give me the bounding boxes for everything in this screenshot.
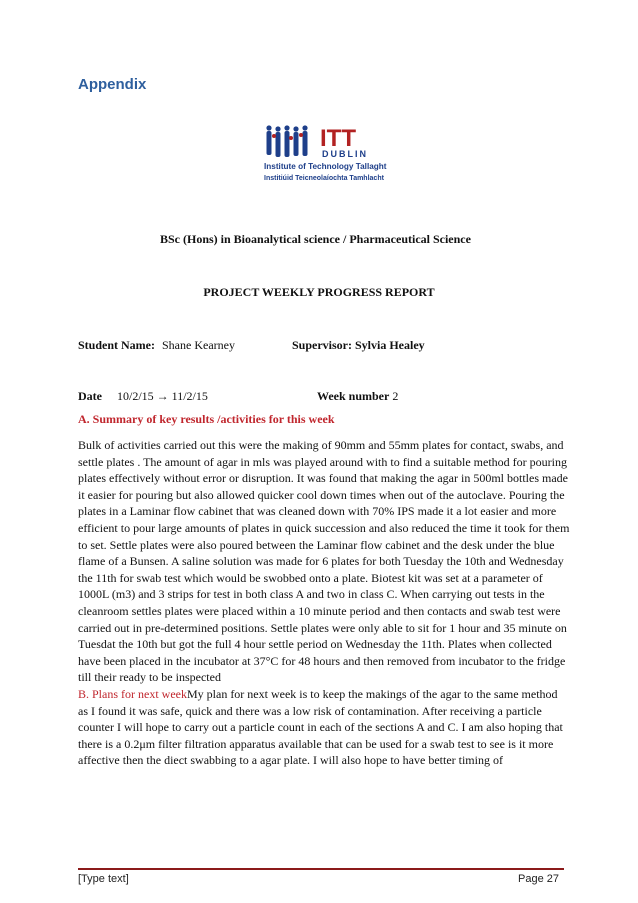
paragraph-line: Bulk of activities carried out this were the making of 90mm and 55mm plates for contact, swabs, and — [78, 438, 564, 452]
paragraph-line: settle plates . The amount of agar in mls was played around with to find a suitable method for pouring — [78, 454, 567, 469]
paragraph-line: till their ready to be inspected — [78, 670, 221, 685]
date-to: 11/2/15 — [171, 389, 208, 403]
page-number: Page 27 — [518, 873, 559, 885]
report-title: PROJECT WEEKLY PROGRESS REPORT — [203, 285, 435, 299]
footer-left-text: [Type text] — [78, 873, 129, 885]
section-b-body — [78, 686, 563, 769]
paragraph-line: efficient to pour large amounts of plates in quick succession and also reduced the time it took for them — [78, 520, 570, 535]
paragraph-line: 1000L (m3) and 3 strips for test in both class A and two in class C. When carrying out tests in the — [78, 587, 545, 602]
paragraph-line: counter I will hope to carry out a particle count in each of the sections A and C. I am also hoping that — [78, 720, 563, 735]
date-from: 10/2/15 — [117, 389, 154, 403]
paragraph-line: the 11th for swab test which would be swobbed onto a plate. Biotest kit was set at a parameter of — [78, 570, 543, 585]
week-value: 2 — [392, 389, 399, 403]
arrow-right-icon: → — [156, 389, 169, 403]
section-a-title: A. Summary of key results /activities for this week — [78, 412, 335, 426]
student-name-label: Student Name: — [78, 338, 155, 352]
paragraph-line: there is a 0.2μm filter filtration apparatus available that can be used for a swab test to see is it more — [78, 736, 554, 751]
supervisor-value: Sylvia Healey — [355, 338, 425, 352]
paragraph-line: Tuesdat the 10th but got the full 4 hour settle period on Wednesday the 11th. Plates when collected — [78, 637, 552, 652]
student-name-row — [78, 338, 235, 353]
section-a-body — [78, 437, 569, 686]
svg-text:Institute of Technology Tallag: Institute of Technology Tallaght — [264, 162, 387, 171]
date-label: Date — [78, 389, 102, 403]
paragraph-line: affective then the diect swabbing to a agar plate. I will also hope to have better timing of — [78, 753, 503, 768]
week-label: Week number — [317, 389, 390, 403]
footer-divider — [78, 868, 564, 870]
svg-text:ITT: ITT — [320, 125, 356, 152]
paragraph-line: plates effectively without error or disruption. It was found that making the agar in 500ml bottles made — [78, 471, 568, 486]
student-name-value: Shane Kearney — [162, 338, 235, 352]
itt-dublin-logo — [262, 122, 392, 186]
section-b-title: B. Plans for next week — [78, 687, 187, 701]
week-row — [317, 389, 398, 404]
paragraph-line: carried out in pre-determined positions. Settle plates were only able to sit for 1 hour and 35 minute on — [78, 620, 567, 635]
paragraph-line: it easier for pouring but also allowed quicker cool down times when out of the autoclave. Pouring the — [78, 487, 565, 502]
appendix-heading: Appendix — [78, 76, 147, 93]
paragraph-line: cleanroom settles plates were placed within a 10 minute period and then contacts and swab test were — [78, 603, 561, 618]
date-row — [78, 389, 208, 404]
supervisor-label: Supervisor: — [292, 338, 352, 352]
paragraph-line: My plan for next week is to keep the makings of the agar to the same method — [186, 687, 558, 701]
course-title: BSc (Hons) in Bioanalytical science / Pharmaceutical Science — [160, 232, 471, 246]
svg-text:Institiúid Teicneolaíochta Tam: Institiúid Teicneolaíochta Tamhlacht — [264, 175, 384, 182]
section-b-first-line — [78, 686, 563, 703]
paragraph-line: to set. Settle plates were also poured between the Laminar flow cabinet and the desk under the blue — [78, 537, 555, 552]
supervisor-row — [292, 338, 425, 353]
svg-text:DUBLIN: DUBLIN — [322, 149, 368, 159]
paragraph-line: plates in a Laminar flow cabinet that was cleaned down with 70% IPS made it a lot easier and more — [78, 504, 557, 519]
paragraph-line: have been placed in the incubator at 37°C for 48 hours and then removed from incubator to the fridge — [78, 653, 566, 668]
paragraph-line: as I found it was safe, quick and there was a low risk of contamination. After receiving a particle — [78, 703, 542, 718]
paragraph-line: flame of a Bunsen. A saline solution was made for 6 plates for both Tuesday the 10th and Wednesday — [78, 554, 564, 569]
